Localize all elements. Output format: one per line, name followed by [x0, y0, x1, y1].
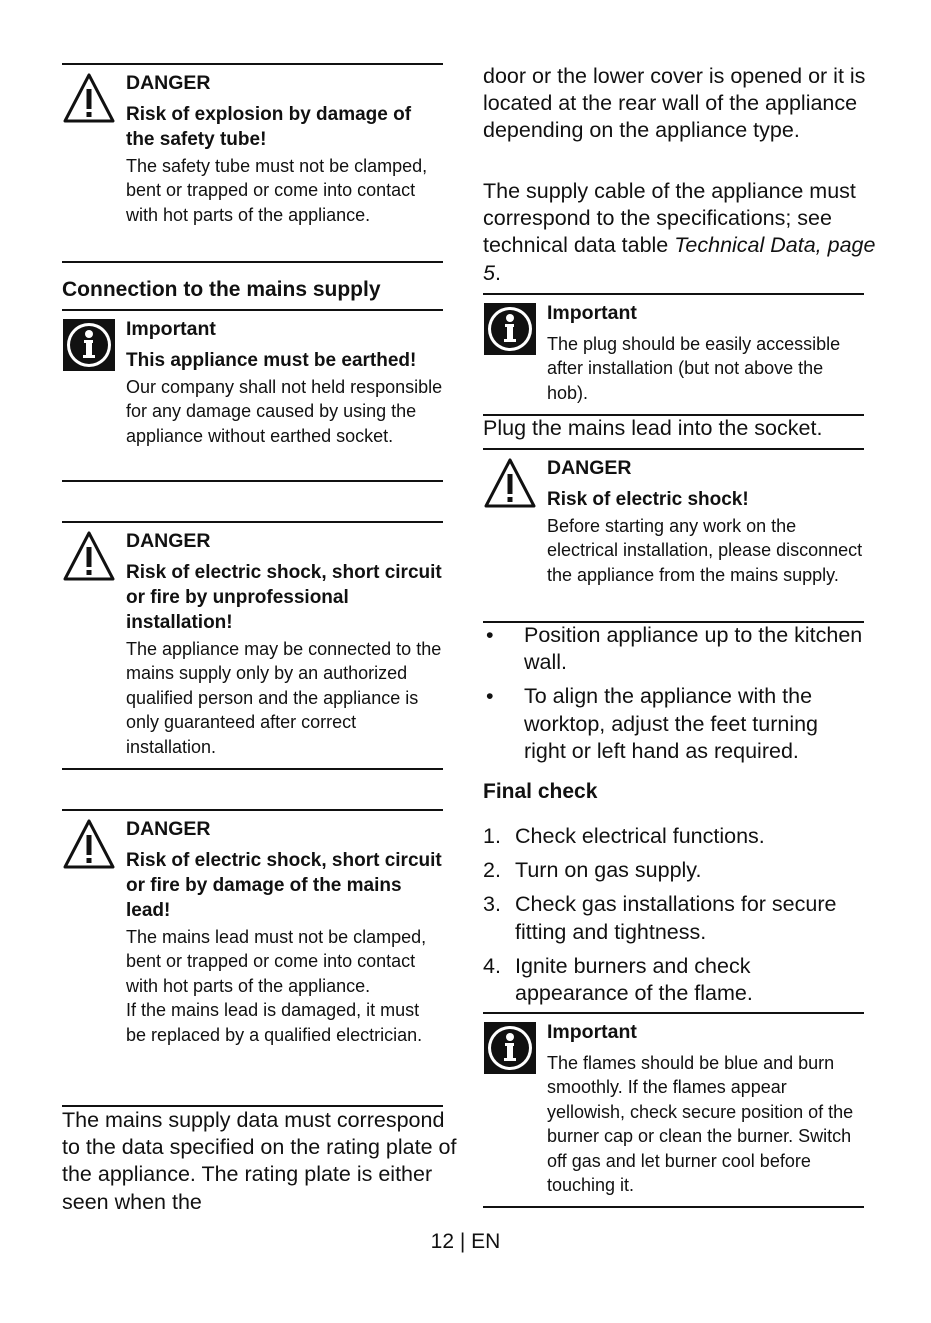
list-item-text: To align the appliance with the worktop, adjust the feet turning right or left hand as required.	[524, 684, 819, 763]
positioning-bullet-list	[483, 622, 864, 772]
warning-triangle-icon	[483, 456, 537, 510]
warning-triangle-icon	[62, 817, 116, 871]
notice-text: The mains lead must not be clamped, bent or trapped or come into contact with hot parts of the appliance.	[126, 927, 427, 996]
list-item	[483, 953, 864, 1007]
list-item	[483, 823, 864, 850]
plug-instruction: Plug the mains lead into the socket.	[483, 416, 823, 440]
supply-cable-paragraph	[483, 178, 879, 287]
list-item	[483, 891, 864, 945]
step-text: Check gas installations for secure fitting and tightness.	[515, 892, 837, 944]
notice-heading: Risk of electric shock!	[547, 489, 749, 510]
step-text: Ignite burners and check appearance of the flame.	[515, 953, 753, 1006]
warning-triangle-icon	[62, 529, 116, 583]
list-item	[483, 683, 864, 765]
notice-title: Important	[547, 1021, 637, 1043]
list-item	[483, 622, 864, 676]
list-item	[483, 857, 864, 884]
notice-heading: Risk of electric shock, short circuit or fire by damage of the mains lead!	[126, 850, 442, 921]
notice-text: The plug should be easily accessible after installation (but not above the hob).	[547, 334, 841, 403]
notice-text: The safety tube must not be clamped, bent or trapped or come into contact with hot parts of the appliance.	[126, 156, 428, 225]
important-notice-plug	[483, 293, 864, 416]
section-title-mains-connection: Connection to the mains supply	[62, 278, 381, 301]
notice-title: DANGER	[126, 530, 211, 552]
step-number: 3.	[483, 892, 501, 917]
step-number: 1.	[483, 824, 501, 848]
danger-notice-mains-lead	[62, 809, 443, 1107]
danger-notice-unprofessional-installation	[62, 521, 443, 770]
notice-heading: This appliance must be earthed!	[126, 350, 417, 371]
supply-cable-end: .	[494, 260, 501, 285]
info-icon	[483, 1020, 537, 1074]
list-item-text: Position appliance up to the kitchen wall.	[524, 623, 863, 675]
step-number: 4.	[483, 953, 501, 978]
notice-heading: Risk of electric shock, short circuit or fire by unprofessional installation!	[126, 562, 442, 633]
info-icon	[62, 317, 116, 371]
page-number: 12 | EN	[430, 1230, 501, 1253]
notice-text: If the mains lead is damaged, it must be replaced by a qualified electrician.	[126, 1000, 423, 1045]
danger-notice-safety-tube	[62, 63, 443, 263]
danger-notice-electric-shock	[483, 448, 864, 623]
notice-text: The appliance may be connected to the mains supply only by an authorized qualified person and the appliance is only guaranteed after correct installation.	[126, 639, 442, 757]
notice-title: Important	[547, 302, 637, 324]
notice-title: Important	[126, 318, 216, 340]
info-icon	[483, 301, 537, 355]
notice-title: DANGER	[126, 818, 211, 840]
notice-title: DANGER	[126, 72, 211, 94]
final-check-steps	[483, 823, 864, 1014]
mains-supply-paragraph: The mains supply data must correspond to the data specified on the rating plate of the appliance. The rating plate is either seen when the	[62, 1108, 457, 1214]
technical-data-reference: Technical Data, page 5	[483, 233, 876, 285]
bullet-dot: •	[486, 623, 494, 647]
notice-text: Our company shall not held responsible for any damage caused by using the appliance without earthed socket.	[126, 377, 443, 446]
notice-text: The flames should be blue and burn smoothly. If the flames appear yellowish, check secure position of the burner cap or clean the burner. Switch off gas and let burner cool before touching it.	[547, 1053, 854, 1196]
step-number: 2.	[483, 858, 501, 883]
supply-cable-text: The supply cable of the appliance must correspond to the specifications; see technical data table	[483, 179, 856, 258]
important-notice-flames	[483, 1012, 864, 1208]
step-text: Check electrical functions.	[515, 824, 765, 848]
warning-triangle-icon	[62, 71, 116, 125]
step-text: Turn on gas supply.	[515, 858, 702, 883]
notice-title: DANGER	[547, 457, 632, 479]
bullet-dot: •	[486, 684, 494, 709]
section-title-final-check: Final check	[483, 780, 598, 803]
notice-heading: Risk of explosion by damage of the safety tube!	[126, 104, 412, 150]
notice-text: Before starting any work on the electrical installation, please disconnect the appliance from the mains supply.	[547, 516, 863, 585]
important-notice-earthed	[62, 309, 443, 482]
rating-plate-paragraph: door or the lower cover is opened or it is located at the rear wall of the appliance depending on the appliance type.	[483, 64, 866, 143]
